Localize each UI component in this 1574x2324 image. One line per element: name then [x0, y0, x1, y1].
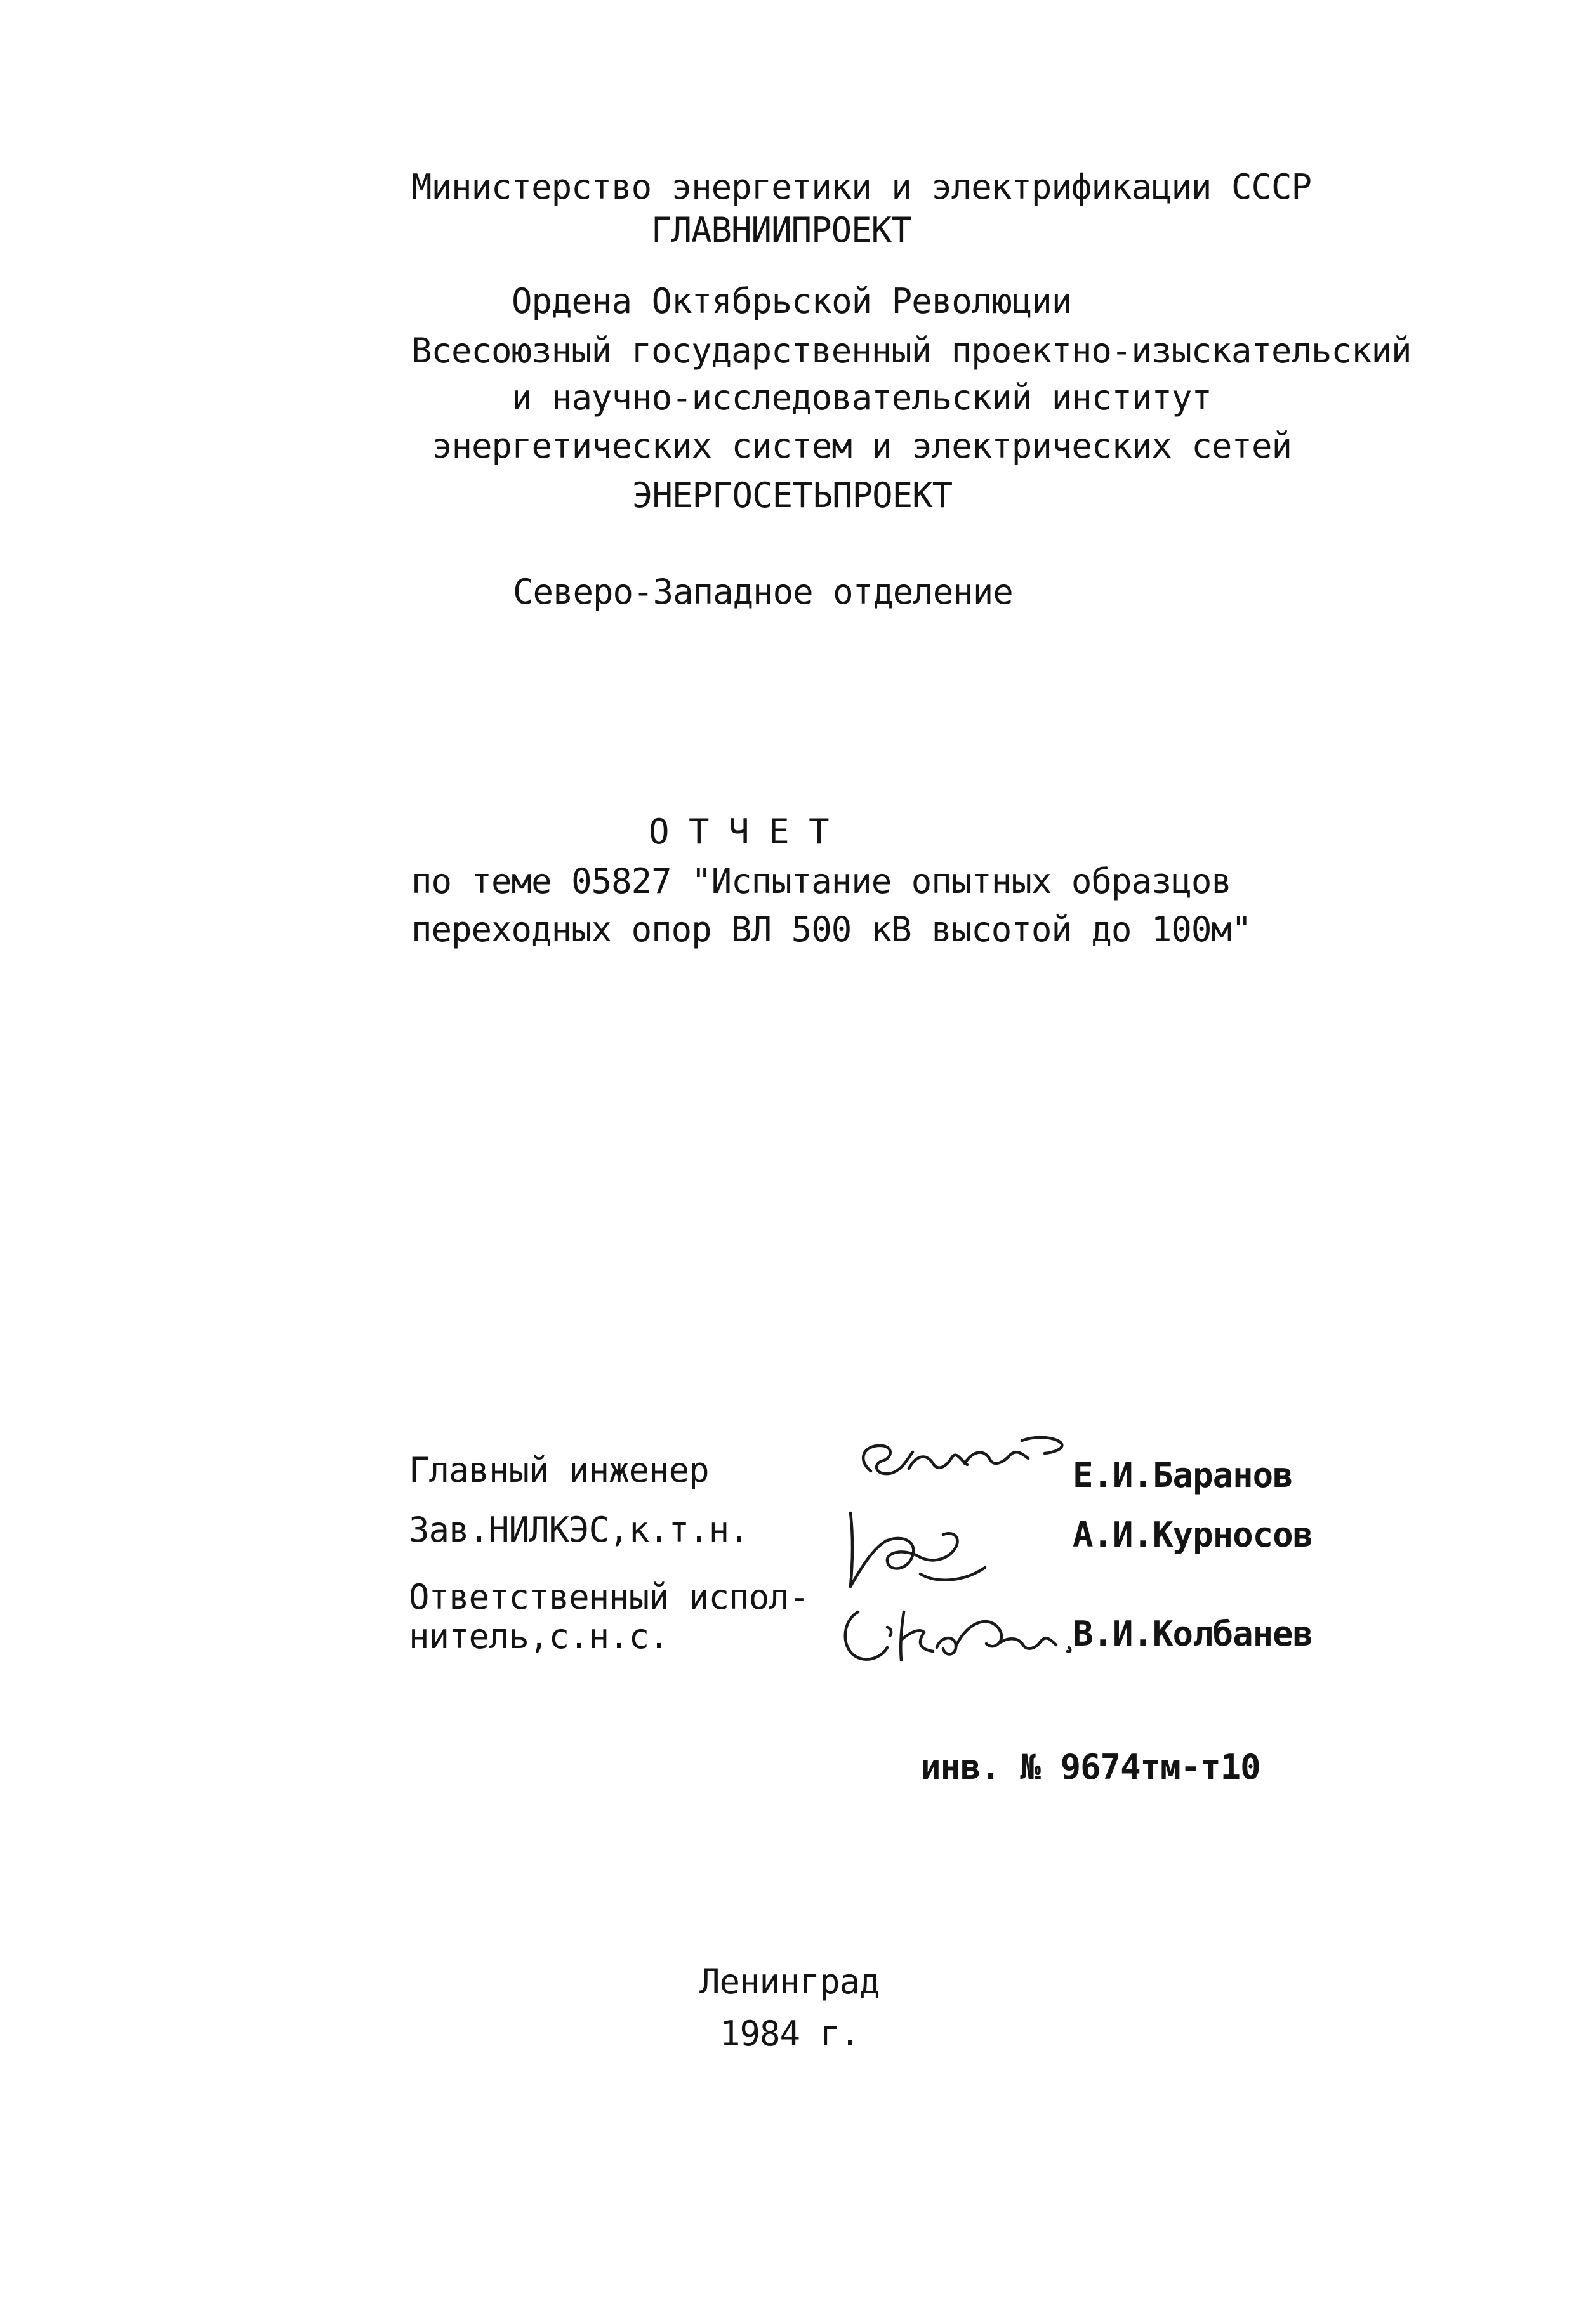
signatory-title-executor: Ответственный испол-: [409, 1577, 809, 1617]
report-heading: О Т Ч Е Т: [649, 812, 829, 852]
institute-line-3: и научно-исследовательский институт: [512, 378, 1212, 418]
institute-name: ЭНЕРГОСЕТЬПРОЕКТ: [632, 475, 953, 515]
signatory-name-baranov: Е.И.Баранов: [1073, 1455, 1293, 1495]
year-line: 1984 г.: [720, 2014, 860, 2054]
city-line: Ленинград: [699, 1962, 880, 2002]
institute-line-2: Всесоюзный государственный проектно-изыскательский: [411, 331, 1412, 371]
institute-line-4: энергетических систем и электрических сетей: [432, 426, 1292, 466]
report-subject-line-1: по теме 05827 "Испытание опытных образцов: [411, 861, 1231, 901]
signatory-name-kolbanev: В.И.Колбанев: [1073, 1614, 1313, 1654]
branch-line: Северо-Западное отделение: [513, 572, 1013, 612]
report-subject-line-2: переходных опор ВЛ 500 кВ высотой до 100м": [411, 909, 1252, 949]
inventory-number: инв. № 9674тм-т10: [920, 1747, 1260, 1787]
signature-baranov: [838, 1422, 1079, 1498]
signatory-name-kurnosov: А.И.Курносов: [1073, 1515, 1313, 1555]
signatory-title-executor-cont: нитель,с.н.с.: [409, 1616, 669, 1656]
signatory-title-lab-head: Зав.НИЛКЭС,к.т.н.: [409, 1510, 749, 1550]
order-line: Ордена Октябрьской Революции: [512, 281, 1072, 321]
glavniiproekt-line: ГЛАВНИИПРОЕКТ: [651, 210, 911, 250]
signature-kolbanev: [825, 1587, 1092, 1675]
signatory-title-chief-engineer: Главный инженер: [409, 1450, 709, 1490]
ministry-line: Министерство энергетики и электрификации СССР: [411, 167, 1311, 207]
